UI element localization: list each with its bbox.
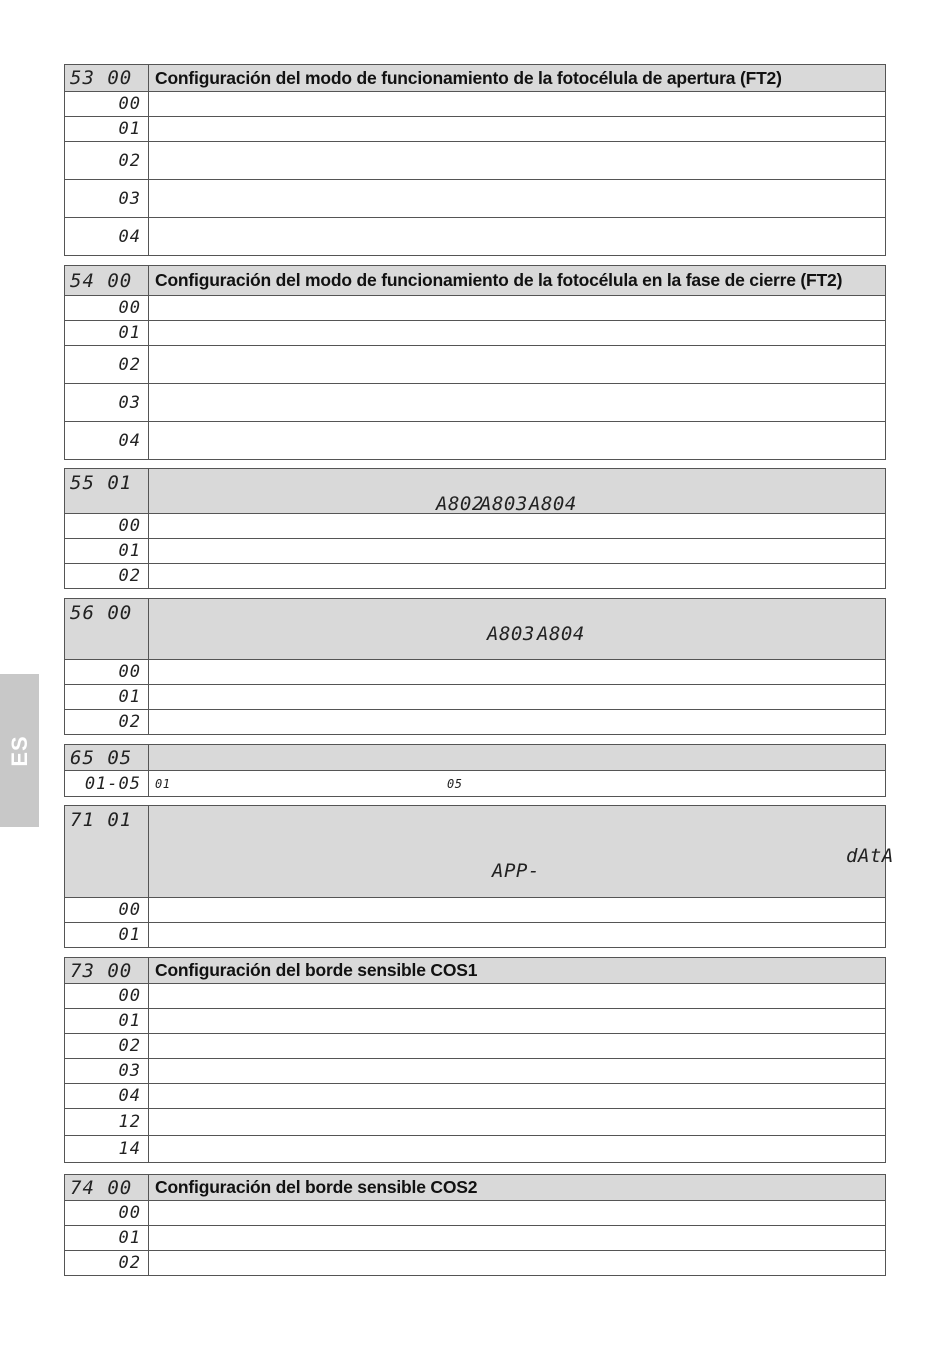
option-value: 03 [118,1061,141,1081]
table-row [65,346,886,384]
option-value: 01 [118,1011,141,1031]
table-row [65,296,886,321]
parameter-code: 74 00 [65,1175,149,1201]
option-value: 00 [118,900,141,920]
display-code: dAtA [846,845,894,867]
table-header [65,958,886,984]
table-54 [64,265,886,460]
parameter-code: 71 01 [65,806,149,898]
table-row [65,180,886,218]
option-value: 01 [118,1228,141,1248]
option-value: 04 [118,430,141,451]
table-row [65,923,886,948]
table-row [65,514,886,539]
table-71 [64,805,894,948]
option-value: 02 [118,1036,141,1056]
table-row [65,321,886,346]
table-55 [64,468,886,589]
option-value: 01 [118,323,141,343]
model-code: A803 [487,623,535,645]
option-value: 01 [118,687,141,707]
option-value: 00 [118,516,141,536]
option-value: 01-05 [84,773,141,794]
table-header [65,599,886,660]
table-header [65,806,886,898]
option-value: 00 [118,1203,141,1223]
option-value: 00 [118,986,141,1006]
option-value: 00 [118,662,141,682]
option-value: 02 [118,712,141,732]
option-value: 01 [118,119,141,139]
table-row [65,92,886,117]
table-row [65,1201,886,1226]
table-row [65,898,886,923]
model-code: A803 [480,493,528,515]
table-row [65,539,886,564]
option-value: 01 [118,925,141,945]
parameter-code: 53 00 [65,65,149,92]
model-code: A804 [537,623,585,645]
table-row [65,1136,886,1163]
table-row [65,117,886,142]
table-row [65,1084,886,1109]
option-value: 04 [118,1086,141,1106]
parameter-title [149,745,886,771]
parameter-code: 55 01 [65,469,149,514]
option-value: 02 [118,354,141,375]
table-row [65,685,886,710]
parameter-code: 56 00 [65,599,149,660]
table-65 [64,744,886,797]
table-74 [64,1174,886,1276]
table-header [65,1175,886,1201]
option-value: 12 [118,1112,141,1132]
table-73 [64,957,886,1163]
table-header [65,745,886,771]
option-description [149,771,886,797]
table-header [65,65,886,92]
table-row [65,218,886,256]
parameter-code: 54 00 [65,266,149,296]
parameter-title: Configuración del modo de funcionamiento de la fotocélula de apertura (FT2) [149,65,886,92]
option-value: 01 [118,541,141,561]
table-56 [64,598,886,735]
option-value: 00 [118,94,141,114]
option-value: 02 [118,1253,141,1273]
parameter-description [149,806,894,898]
language-tab-label: ES [6,734,32,767]
option-value: 04 [118,226,141,247]
table-row [65,1009,886,1034]
model-code: A802 [436,493,484,515]
parameter-code: 73 00 [65,958,149,984]
option-value: 00 [118,298,141,318]
table-header [65,266,886,296]
option-value: 02 [118,150,141,171]
table-row [65,1251,886,1276]
table-row [65,384,886,422]
option-value: 14 [118,1139,141,1159]
table-row [65,710,886,735]
table-row [65,984,886,1009]
language-tab [0,674,39,827]
range-min: 01 [155,777,171,791]
table-row [65,1109,886,1136]
display-code: APP- [492,860,540,882]
table-header [65,469,886,514]
parameter-description [149,469,886,514]
parameter-title: Configuración del borde sensible COS1 [149,958,886,984]
option-value: 03 [118,188,141,209]
table-row [65,422,886,460]
table-row [65,771,886,797]
option-value: 03 [118,392,141,413]
parameter-description [149,599,886,660]
table-53 [64,64,886,256]
table-row [65,1226,886,1251]
table-row [65,1059,886,1084]
parameter-title: Configuración del borde sensible COS2 [149,1175,886,1201]
range-max: 05 [447,777,463,791]
parameter-code: 65 05 [65,745,149,771]
option-value: 02 [118,566,141,586]
table-row [65,660,886,685]
parameter-title: Configuración del modo de funcionamiento de la fotocélula en la fase de cierre (FT2) [149,266,886,296]
table-row [65,142,886,180]
table-row [65,564,886,589]
table-row [65,1034,886,1059]
model-code: A804 [529,493,577,515]
